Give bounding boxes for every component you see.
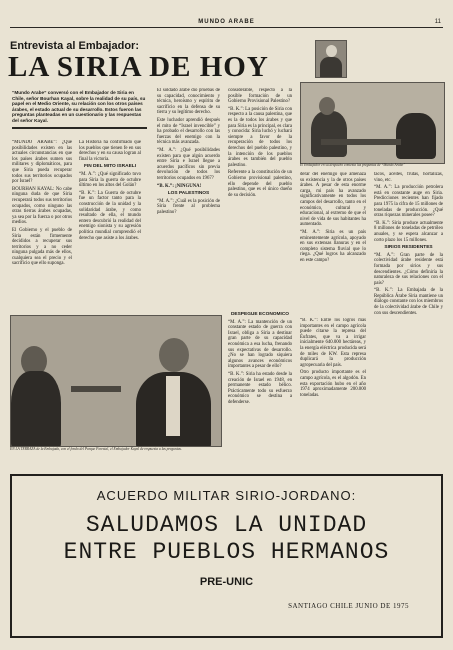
header-rule bbox=[10, 27, 443, 28]
paragraph: “M. A.”: La mantención de un constante estado de guerra con Israel, obliga a Siria a destinar gran parte de su capacidad económica a esa lucha, frenando sus expectativas de desarrollo. ¿No se han logrado siquiera algunos avances económicos importantes a pesar de ello? bbox=[228, 319, 292, 370]
paragraph: “M. A.”: La producción petrolera está en constante auge en Siria. Predicciones recientes han fijado para 1975 la cifra de 15 millones de toneladas de producción. ¿Qué otras riquezas minerales posee? bbox=[374, 185, 443, 219]
ambassador-terrace-photo bbox=[10, 315, 222, 447]
paragraph: “B. K.”: La posición de Siria con respecto a la causa palestina, que es la de todos los árabes y que para Siria es la principal, es clara y conocida: Siria luchó y luchará siempre a favor de la recuperación de todos los derechos del pueblo palestino, y la intención de los pueblos árabes es también del pueblo palestino. bbox=[228, 106, 292, 168]
paragraph: considerable, respecto a la posible formación de un Gobierno Provisional Palestino? bbox=[228, 88, 292, 105]
subheading: DESPEGUE ECONOMICO bbox=[230, 312, 290, 317]
office-photo-caption: El Embajador en su despacho contesta las preguntas de “Mundo Arabe” bbox=[300, 163, 406, 167]
paragraph: El soldado árabe dio pruebas de su capacidad, conocimiento y técnica, heroísmo y espíritu de sacrificio en la defensa de su tierra y su legítimo derecho. bbox=[157, 88, 220, 116]
terrace-photo-caption: EN LA TERRAZA de la Embajada, con el fondo del Parque Forestal, el Embajador Kayal de respuesta a las preguntas. bbox=[10, 447, 182, 451]
paragraph: Este luchador aprendió después el mito de “Israel invencible” y ha probado el desarrollo con las fuerzas del enemigo con la técnica más avanzada. bbox=[157, 117, 220, 146]
article-column-5 bbox=[228, 312, 292, 464]
portrait-photo bbox=[315, 40, 347, 78]
article-column-2 bbox=[79, 140, 141, 308]
ad-main-line-2: ENTRE PUEBLOS HERMANOS bbox=[63, 539, 390, 565]
article-kicker: Entrevista al Embajador: bbox=[10, 40, 139, 52]
subheading: SIRIOS RESIDENTES bbox=[384, 245, 433, 251]
article-headline: LA SIRIA DE HOY bbox=[8, 51, 269, 83]
paragraph: El Gobierno y el pueblo de Siria están firmemente decididos a recuperar sus territorios y a no ceder ninguna pulgada más de ellos, cualquiera sea el precio y el sacrificio que ello suponga. bbox=[12, 227, 72, 267]
paragraph: Referente a la constitución de un Gobierno provisional palestino, ello depende del pueblo palestino, que es el único dueño de su decisión. bbox=[228, 170, 292, 198]
paragraph: “B. K.”: ¡NINGUNA! bbox=[157, 183, 202, 189]
paragraph: “B. K.”: Siria ha estado desde la creación de Israel en 1948, en permanente estado bélico. Prácticamente todo su esfuerzo económico se destina a defenderse. bbox=[228, 371, 292, 405]
paragraph: “M. A.”: Gran parte de la colectividad árabe residente está formada por sirios y sus descendientes. ¿Cómo definiría la naturaleza de sus relaciones con el país? bbox=[374, 252, 443, 286]
office-photo bbox=[300, 82, 445, 164]
header-page-number: 11 bbox=[434, 19, 441, 25]
paragraph: “M. A.”: ¿Cuál es la posición de Siria frente al problema palestino? bbox=[157, 198, 220, 215]
paragraph: “M. A.”: ¿Qué significado tuvo para Siria la guerra de octubre último en los altos del Golán? bbox=[79, 171, 141, 189]
paragraph: derar del enemigo que amenaza su existencia y la de otros países árabes. A pesar de esta enorme carga, mi país ha avanzado significativamente en todos los campos del desarrollo, tanto en el económico, cultural y educacional, al extremo de que el nivel de vida de sus habitantes ha aumentado. bbox=[300, 172, 366, 228]
subheading: LOS PALESTINOS bbox=[167, 191, 210, 197]
article-column-1 bbox=[12, 140, 72, 308]
ad-footer: SANTIAGO CHILE JUNIO DE 1975 bbox=[288, 602, 409, 610]
paragraph: tacos, aceites, frutas, hortalizas, vino, etc. bbox=[374, 172, 443, 183]
paragraph: La Historia ha confirmado que los pueblos que tienen fe en sus derechos y en su causa logran al final la victoria. bbox=[79, 140, 141, 162]
paragraph: “B. K.”: Entre los logros más importantes en el campo agrícola puede citarse la represa del Éufrates, que va a irrigar inicialmente 640.000 hectáreas, y la energía eléctrica producida será de miles de KW. Esta represa duplicará la producción agropecuaria del país. bbox=[300, 318, 366, 368]
paragraph: “M. A.”: ¿Qué posibilidades existen para que algún acuerdo entre Siria e Israel llegue a acuerdos pacíficos sin previa devolución de todos los territorios ocupados en 1967? bbox=[157, 147, 220, 181]
ad-main-line-1: SALUDAMOS LA UNIDAD bbox=[85, 512, 368, 538]
article-column-7 bbox=[300, 318, 366, 464]
ad-top-line: ACUERDO MILITAR SIRIO-JORDANO: bbox=[96, 488, 357, 503]
paragraph: Otro producto importante es el campo agrícola, es el algodón. En esta exportación hubo en el año 1974 aproximadamente 200.000 toneladas. bbox=[300, 370, 366, 398]
paragraph: “B. K.”: La Guerra de octubre fue un factor tanto para la construcción de la unidad y la solidaridad árabe, y como resultado de ella, el mundo entero descubrió la realidad del enemigo sionista y su agresión política mundial comprendió el derecho que asiste a los árabes. bbox=[79, 190, 141, 241]
paragraph: “B. K.”: La Embajada de la República Árabe Siria mantiene un diálogo constante con los miembros de la colectividad árabe de Chile y con sus descendientes. bbox=[374, 288, 443, 316]
ad-brand: PRE-UNIC bbox=[199, 576, 254, 588]
intro-rule bbox=[12, 127, 147, 129]
paragraph: BOURHAN KAYAL: No cabe ninguna duda de que Siria recuperará todos sus territorios ocupados, como ninguno las otras tierras árabes ocupadas, ya sea por la fuerza o por otros medios. bbox=[12, 186, 72, 226]
article-column-4 bbox=[228, 88, 292, 308]
article-intro bbox=[12, 90, 147, 129]
header-publication: MUNDO ARABE bbox=[198, 19, 255, 25]
subheading: FIN DEL MITO ISRAELI bbox=[83, 164, 137, 170]
advertisement-box bbox=[10, 474, 443, 638]
paragraph: “B. K.”: Siria produce actualmente 8 millones de toneladas de petróleo anuales, y se espera alcanzar a corto plazo los 15 millones. bbox=[374, 220, 443, 243]
article-column-8 bbox=[374, 172, 443, 464]
paragraph: “MUNDO ARABE”: ¿Qué posibilidades existen en las actuales circunstancias en que los países árabes sumen sus militares y diplomáticos, para que Siria pueda recuperar todos sus territorios ocupados por Israel? bbox=[12, 140, 72, 185]
article-column-6 bbox=[300, 172, 366, 316]
paragraph: “M. A.”: Siria es un país eminentemente agrícola, apoyado en sus extensas llanuras y en el completo sistema fluvial que lo riega. ¿Qué logros ha alcanzado en este campo? bbox=[300, 229, 366, 263]
article-column-3 bbox=[157, 88, 220, 308]
article-intro-text: “Mundo Arabe” conversó con el Embajador de Siria en Chile, señor Bourhan Kayal, sobre la realidad de su país, su papel en el Medio Oriente, su relación con los otros países árabes, el estado actual de su desarrollo. Estos fueron las preguntas planteadas en un cuestionario y las respuestas del señor Kayal. bbox=[12, 90, 146, 123]
